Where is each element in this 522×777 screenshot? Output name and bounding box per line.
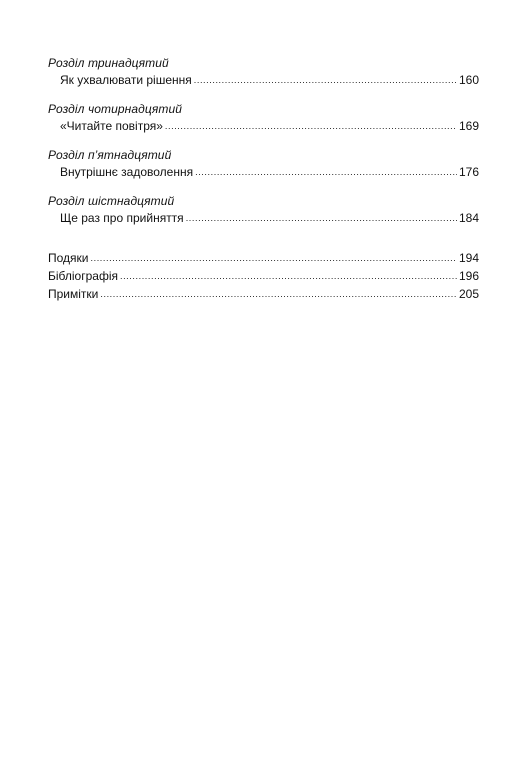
page-number: 196 bbox=[458, 269, 479, 283]
toc-entry bbox=[48, 163, 479, 181]
entry-title: Бібліографія bbox=[48, 269, 118, 283]
entry-title: Внутрішнє задоволення bbox=[60, 165, 194, 179]
entry-title: Примітки bbox=[48, 287, 99, 301]
entry-title: Ще раз про прийняття bbox=[60, 211, 184, 225]
entry-title: Як ухвалювати рішення bbox=[60, 73, 192, 87]
toc-entry bbox=[48, 71, 479, 89]
toc-entry bbox=[48, 249, 479, 267]
chapter-block bbox=[48, 193, 479, 227]
toc-entry bbox=[48, 267, 479, 285]
page-number: 160 bbox=[458, 73, 479, 87]
page-number: 169 bbox=[458, 119, 479, 133]
toc-entry bbox=[48, 117, 479, 135]
chapter-block bbox=[48, 101, 479, 135]
page-number: 176 bbox=[458, 165, 479, 179]
chapter-label: Розділ тринадцятий bbox=[48, 56, 169, 70]
dot-leader bbox=[165, 117, 457, 135]
dot-leader bbox=[100, 285, 457, 303]
chapter-block bbox=[48, 55, 479, 89]
dot-leader bbox=[120, 267, 457, 285]
page-number: 184 bbox=[458, 211, 479, 225]
dot-leader bbox=[186, 209, 457, 227]
table-of-contents bbox=[48, 55, 479, 303]
chapter-label: Розділ чотирнадцятий bbox=[48, 102, 183, 116]
toc-entry bbox=[48, 285, 479, 303]
chapter-label: Розділ шістнадцятий bbox=[48, 194, 175, 208]
page-number: 205 bbox=[458, 287, 479, 301]
entry-title: Подяки bbox=[48, 251, 89, 265]
chapter-label: Розділ п’ятнадцятий bbox=[48, 148, 172, 162]
entry-title: «Читайте повітря» bbox=[60, 119, 163, 133]
toc-entry bbox=[48, 209, 479, 227]
page-number: 194 bbox=[458, 251, 479, 265]
dot-leader bbox=[195, 163, 457, 181]
chapter-block bbox=[48, 147, 479, 181]
dot-leader bbox=[91, 249, 457, 267]
back-matter-list bbox=[48, 249, 479, 303]
dot-leader bbox=[194, 71, 457, 89]
